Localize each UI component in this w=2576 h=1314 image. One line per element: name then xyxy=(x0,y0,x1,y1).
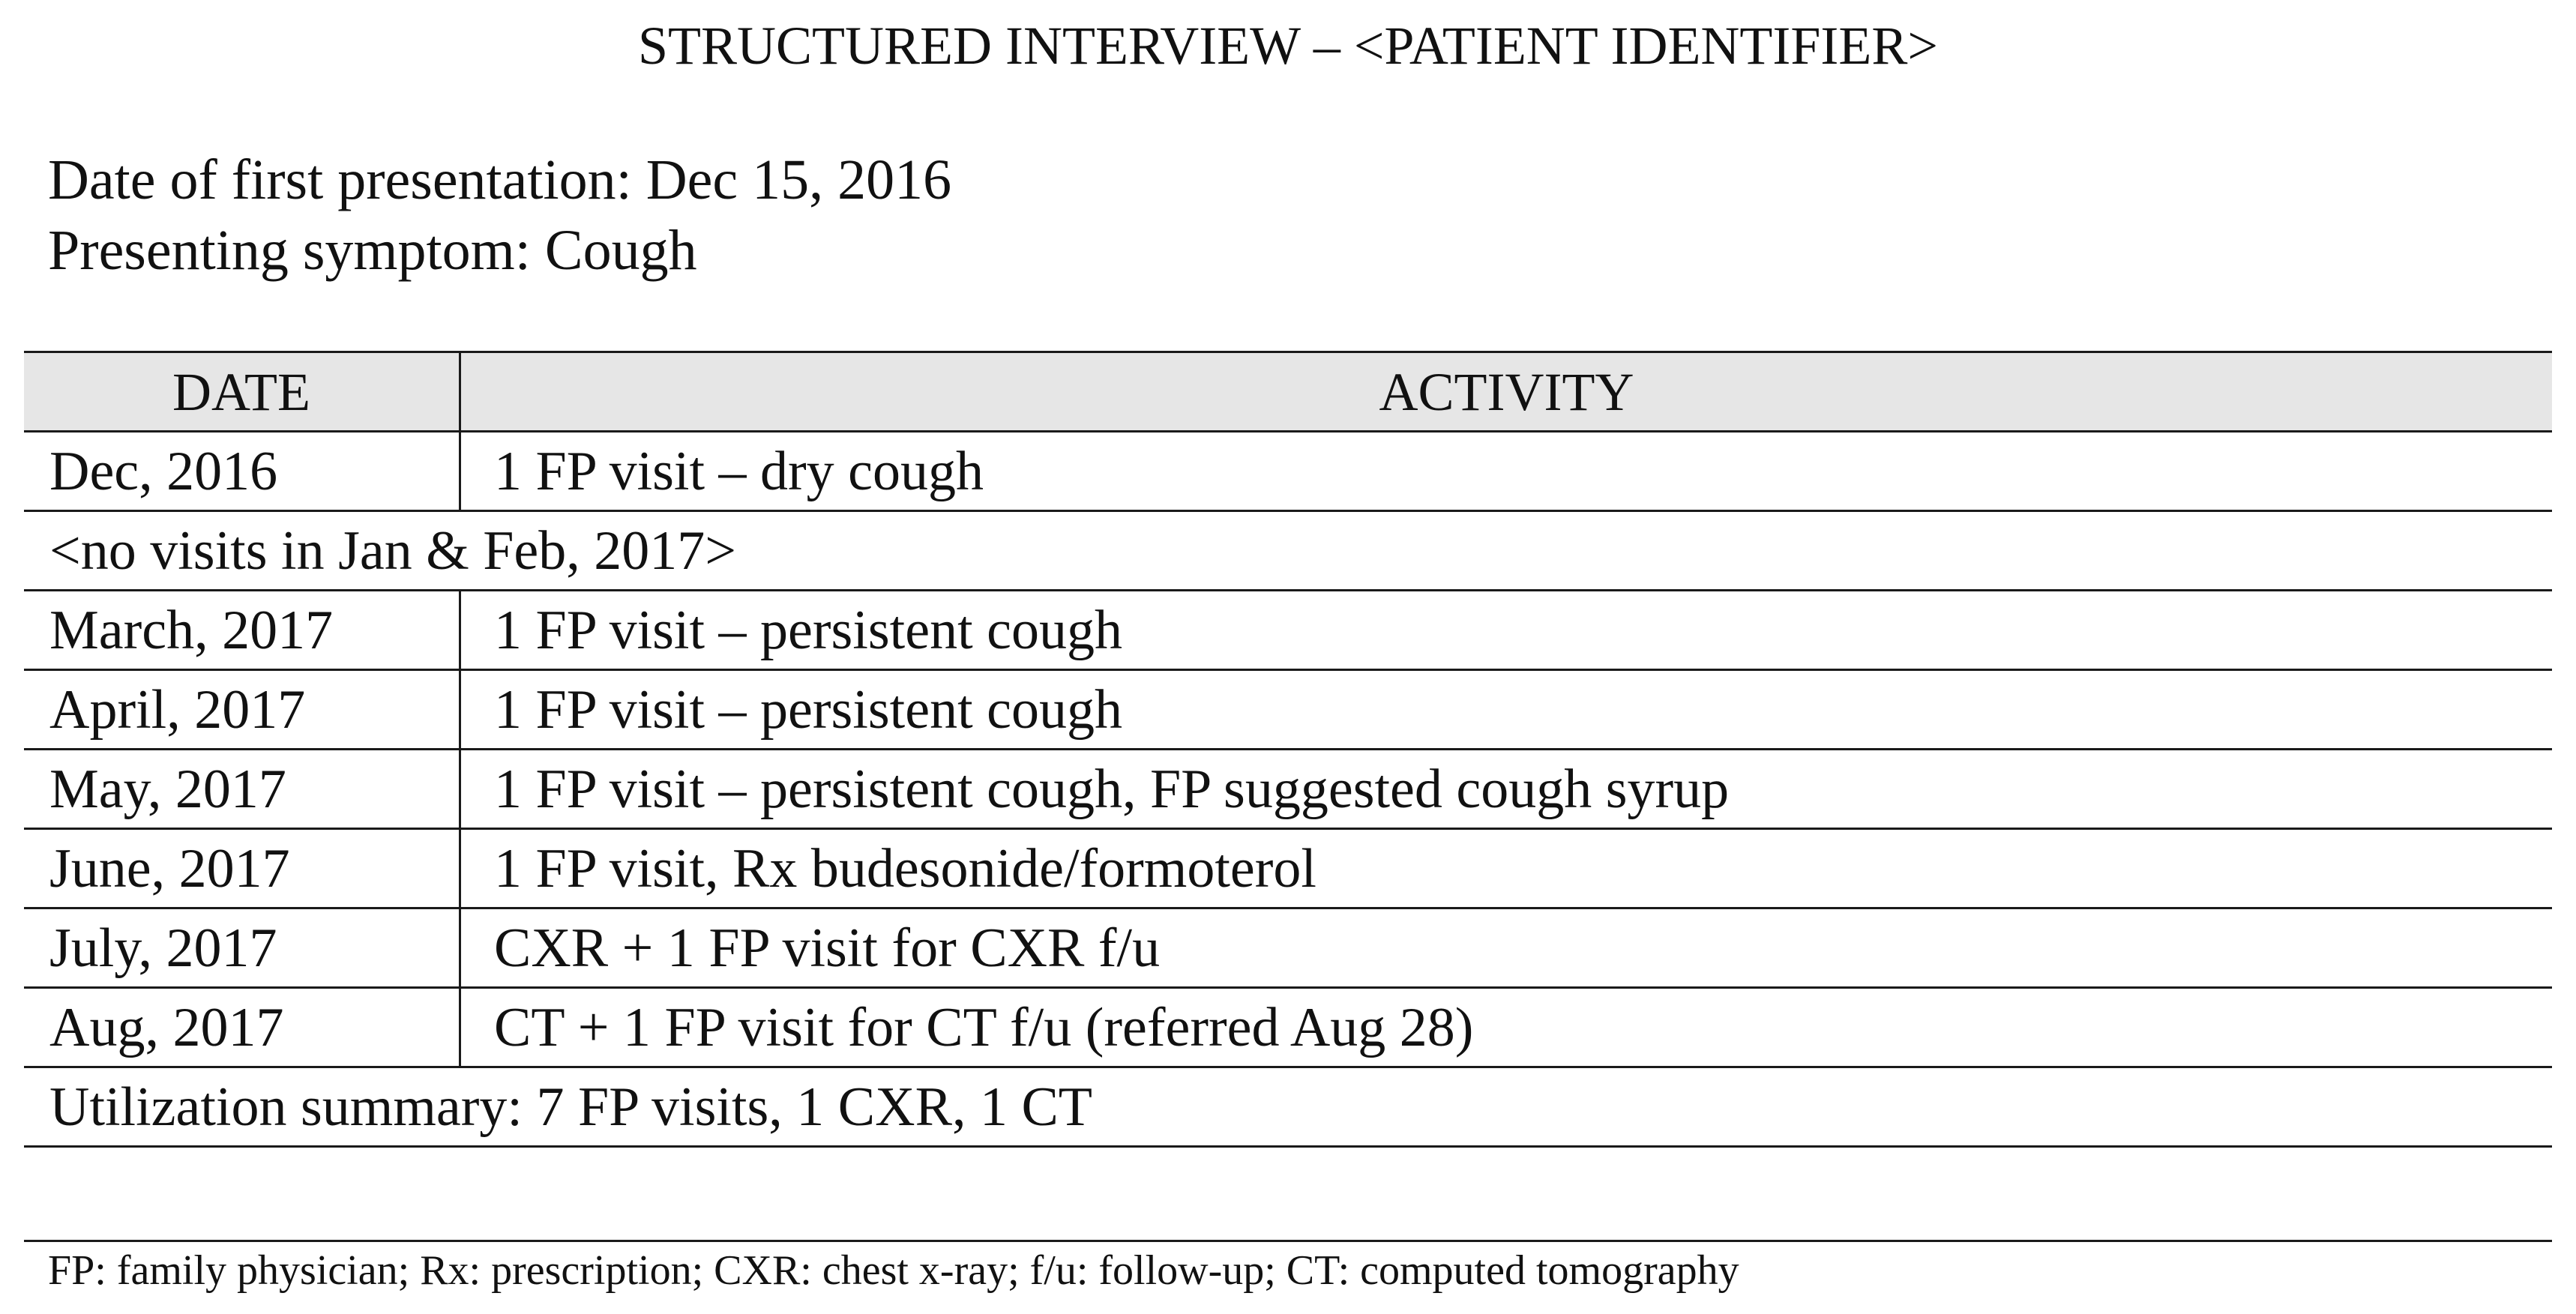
row-date: July, 2017 xyxy=(24,908,460,988)
header-row xyxy=(24,352,2552,432)
row-activity: 1 FP visit – persistent cough, FP suggested cough syrup xyxy=(460,750,2553,829)
document-title: STRUCTURED INTERVIEW – <PATIENT IDENTIFIER> xyxy=(637,16,1939,76)
footnote-divider xyxy=(24,1240,2552,1242)
row-activity: CXR + 1 FP visit for CXR f/u xyxy=(460,908,2553,988)
row-date: April, 2017 xyxy=(24,670,460,750)
table-row xyxy=(24,670,2552,750)
row-date: Aug, 2017 xyxy=(24,988,460,1067)
row-date: March, 2017 xyxy=(24,591,460,670)
row-activity: 1 FP visit – persistent cough xyxy=(460,670,2553,750)
table-row xyxy=(24,591,2552,670)
activity-column-header: ACTIVITY xyxy=(460,352,2553,432)
table-row-summary xyxy=(24,1067,2552,1147)
row-date: May, 2017 xyxy=(24,750,460,829)
row-date: Dec, 2016 xyxy=(24,432,460,511)
table-row xyxy=(24,432,2552,511)
row-note: <no visits in Jan & Feb, 2017> xyxy=(24,511,2552,591)
table-row xyxy=(24,988,2552,1067)
table-header xyxy=(24,352,2552,432)
date-column-header: DATE xyxy=(24,352,460,432)
row-date: June, 2017 xyxy=(24,829,460,908)
table-row xyxy=(24,908,2552,988)
row-activity: CT + 1 FP visit for CT f/u (referred Aug 28) xyxy=(460,988,2553,1067)
row-activity: 1 FP visit, Rx budesonide/formoterol xyxy=(460,829,2553,908)
presenting-symptom: Presenting symptom: Cough xyxy=(48,219,697,282)
table-body xyxy=(24,432,2552,1147)
first-presentation-date: Date of first presentation: Dec 15, 2016 xyxy=(48,148,952,211)
abbreviations-footnote: FP: family physician; Rx: prescription; CXR: chest x-ray; f/u: follow-up; CT: computed tomography xyxy=(48,1247,1739,1294)
row-activity: 1 FP visit – dry cough xyxy=(460,432,2553,511)
activity-timeline-table xyxy=(24,351,2552,1148)
row-activity: 1 FP visit – persistent cough xyxy=(460,591,2553,670)
utilization-summary: Utilization summary: 7 FP visits, 1 CXR, 1 CT xyxy=(24,1067,2552,1147)
table-row xyxy=(24,829,2552,908)
table-row-note xyxy=(24,511,2552,591)
table-row xyxy=(24,750,2552,829)
